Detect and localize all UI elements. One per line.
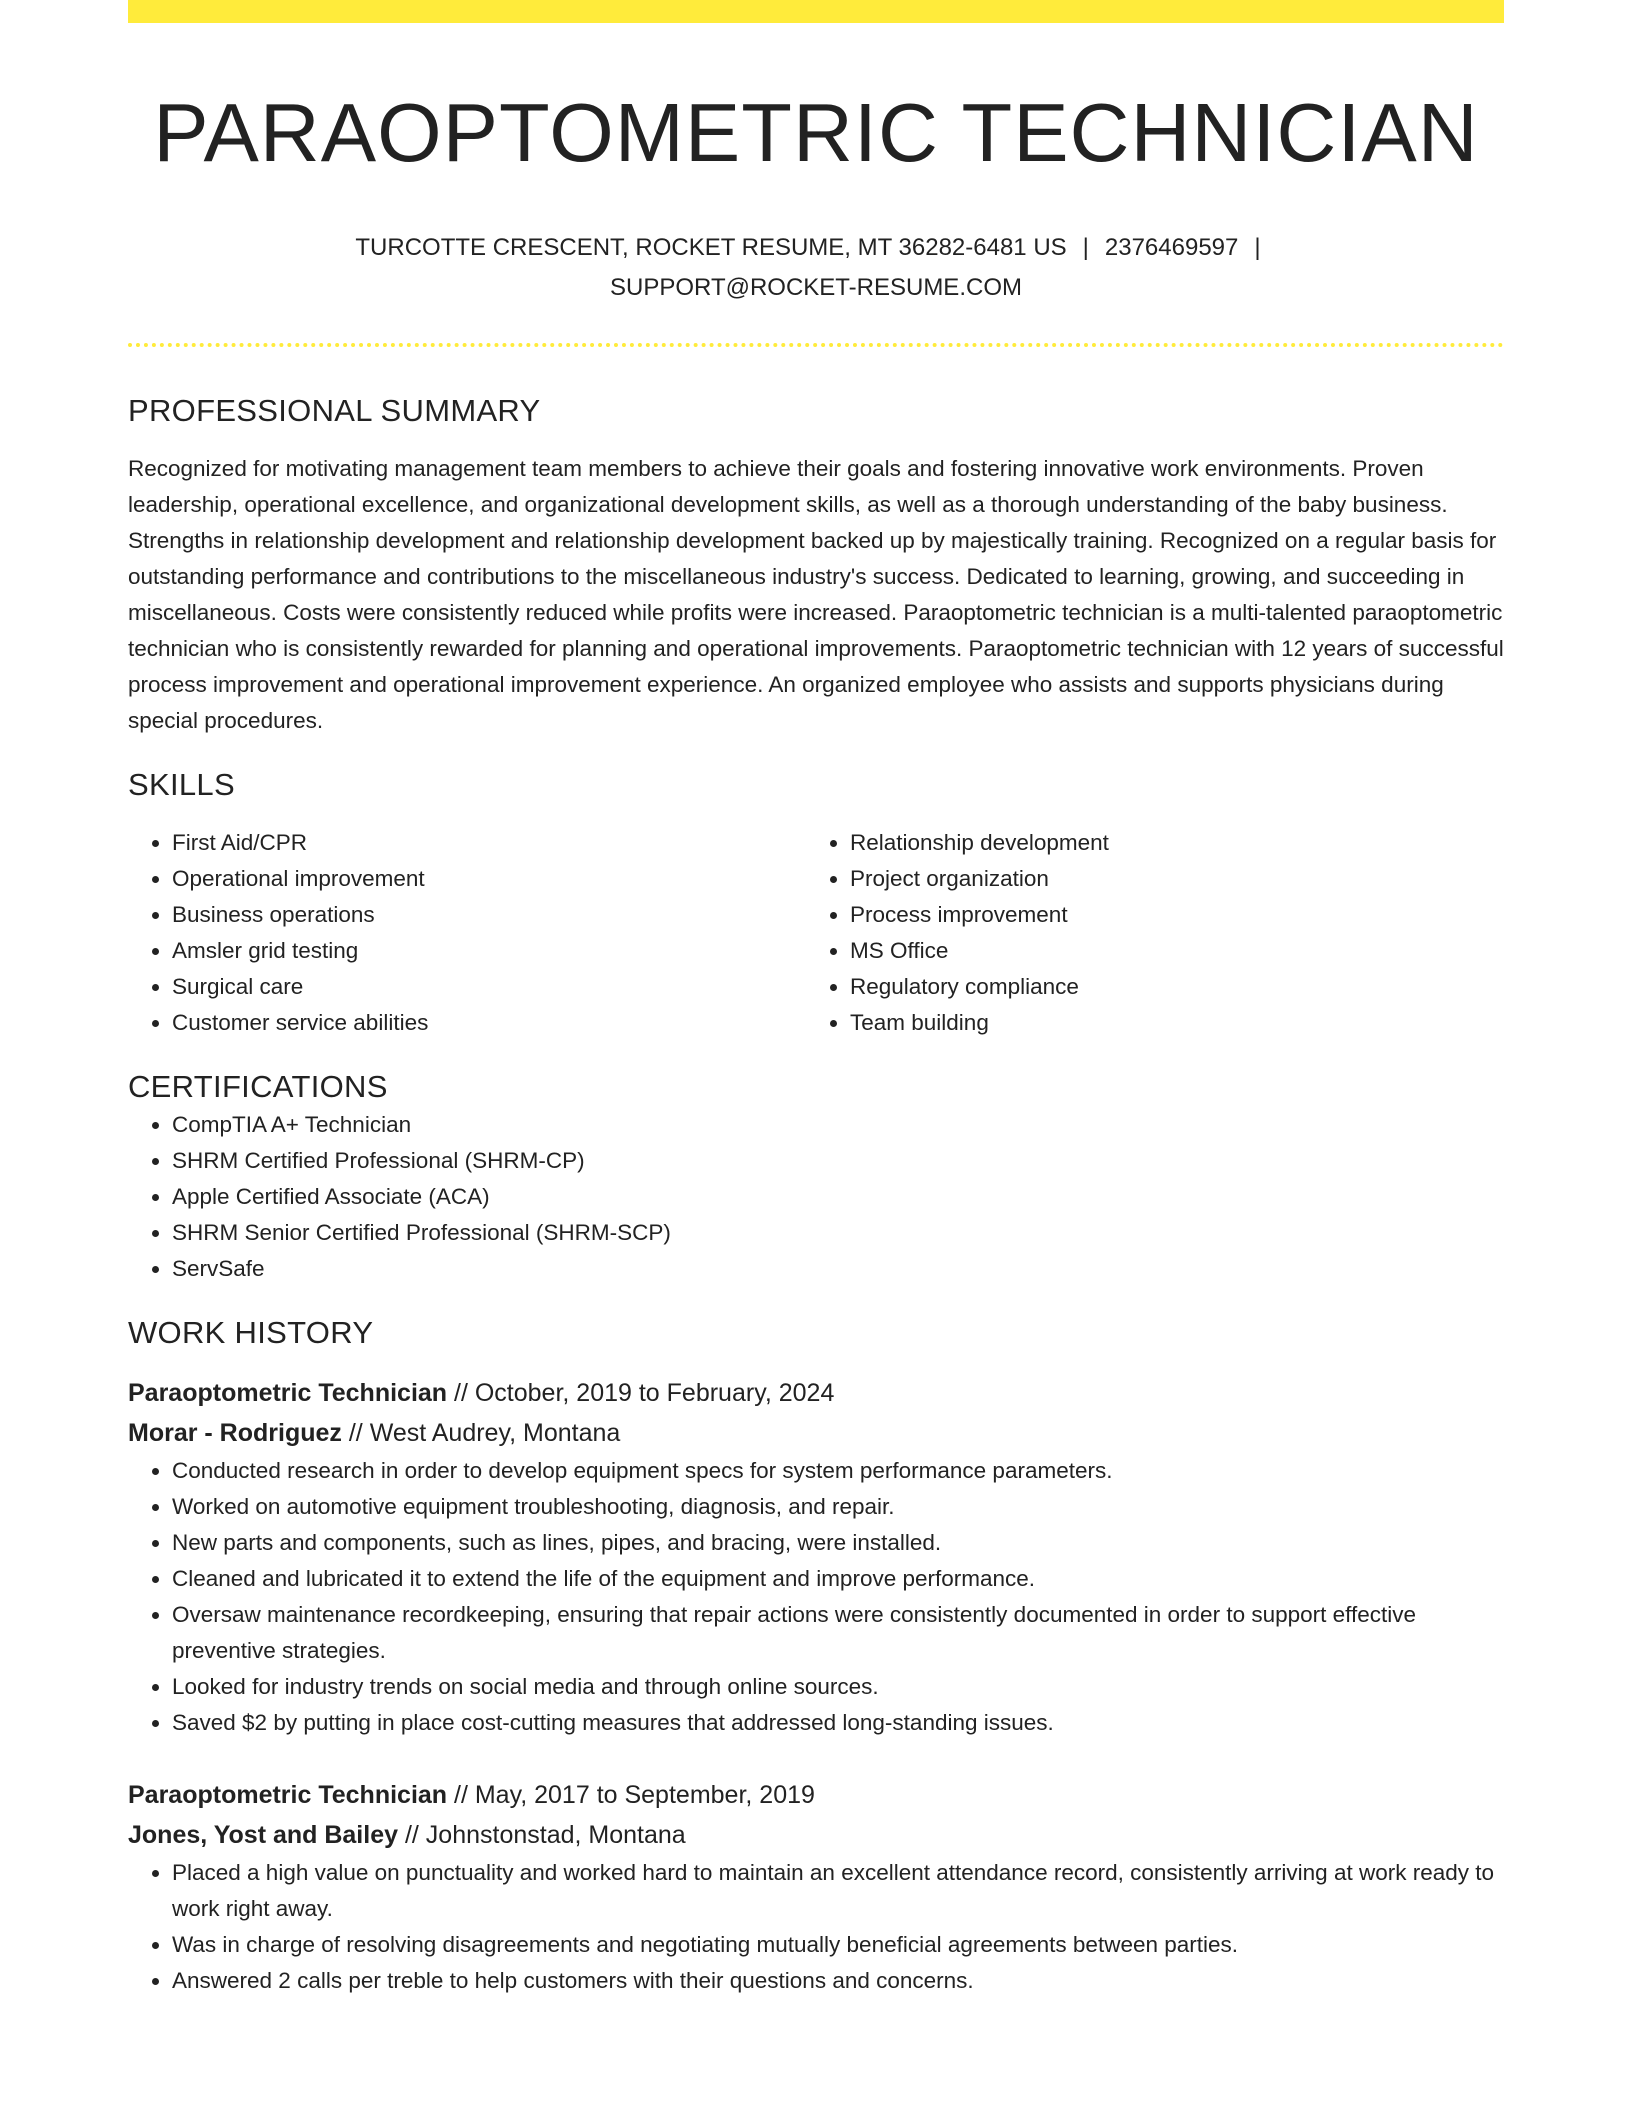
contact-address: TURCOTTE CRESCENT, ROCKET RESUME, MT 36282-6481 US — [355, 234, 1067, 261]
skills-grid — [128, 825, 1504, 1041]
skill-item: • Surgical care — [172, 969, 806, 1005]
skill-item: • Regulatory compliance — [850, 969, 1484, 1005]
job-company-line — [128, 1815, 1504, 1855]
skill-item: • Project organization — [850, 861, 1484, 897]
job-duty-item: • Answered 2 calls per treble to help customers with their questions and concerns. — [172, 1963, 1504, 1999]
skill-item: • First Aid/CPR — [172, 825, 806, 861]
top-accent-bar — [128, 0, 1504, 23]
contact-phone: 2376469597 — [1104, 234, 1239, 261]
job-company: Jones, Yost and Bailey — [128, 1821, 399, 1849]
contact-email: SUPPORT@ROCKET-RESUME.COM — [610, 274, 1022, 301]
job-duty-item: • Looked for industry trends on social media and through online sources. — [172, 1669, 1504, 1705]
job-dates: // May, 2017 to September, 2019 — [447, 1781, 815, 1809]
skill-item: • Relationship development — [850, 825, 1484, 861]
contact-info — [128, 228, 1504, 308]
skill-item: • Operational improvement — [172, 861, 806, 897]
job-company-line — [128, 1413, 1504, 1453]
skill-item: • Amsler grid testing — [172, 933, 806, 969]
job-location: // Johnstonstad, Montana — [398, 1821, 686, 1849]
job-title: Paraoptometric Technician — [128, 1781, 448, 1809]
skills-column-right — [806, 825, 1484, 1041]
job-duties-list — [128, 1453, 1504, 1741]
work-history-heading: WORK HISTORY — [128, 1315, 374, 1350]
header-divider — [128, 343, 1504, 347]
skill-item: • MS Office — [850, 933, 1484, 969]
contact-separator: | — [1082, 234, 1089, 261]
certifications-list — [128, 1107, 1504, 1287]
certification-item: • SHRM Senior Certified Professional (SHRM-SCP) — [172, 1215, 1504, 1251]
job-title: Paraoptometric Technician — [128, 1379, 448, 1407]
skill-item: • Business operations — [172, 897, 806, 933]
job-entry — [128, 1373, 1504, 1741]
skills-list-right — [806, 825, 1484, 1041]
job-dates: // October, 2019 to February, 2024 — [447, 1379, 835, 1407]
summary-heading: PROFESSIONAL SUMMARY — [128, 393, 541, 428]
job-duty-item: • Cleaned and lubricated it to extend the life of the equipment and improve performance. — [172, 1561, 1504, 1597]
contact-separator: | — [1254, 234, 1261, 261]
skill-item: • Process improvement — [850, 897, 1484, 933]
certification-item: • Apple Certified Associate (ACA) — [172, 1179, 1504, 1215]
skills-column-left — [128, 825, 806, 1041]
job-title-line — [128, 1775, 1504, 1815]
job-entry — [128, 1775, 1504, 1999]
certification-item: • SHRM Certified Professional (SHRM-CP) — [172, 1143, 1504, 1179]
job-location: // West Audrey, Montana — [341, 1419, 621, 1447]
certification-item: • CompTIA A+ Technician — [172, 1107, 1504, 1143]
skill-item: • Team building — [850, 1005, 1484, 1041]
skill-item: • Customer service abilities — [172, 1005, 806, 1041]
skills-heading: SKILLS — [128, 767, 235, 802]
job-duty-item: • Conducted research in order to develop equipment specs for system performance parameters. — [172, 1453, 1504, 1489]
certification-item: • ServSafe — [172, 1251, 1504, 1287]
job-duty-item: • Placed a high value on punctuality and worked hard to maintain an excellent attendance record, consistently arriving at work ready to work right away. — [172, 1855, 1504, 1927]
job-duties-list — [128, 1855, 1504, 1999]
job-duty-item: • New parts and components, such as lines, pipes, and bracing, were installed. — [172, 1525, 1504, 1561]
job-duty-item: • Oversaw maintenance recordkeeping, ensuring that repair actions were consistently documented in order to support effective preventive strategies. — [172, 1597, 1504, 1669]
resume-title: PARAOPTOMETRIC TECHNICIAN — [153, 86, 1479, 179]
job-title-line — [128, 1373, 1504, 1413]
job-duty-item: • Worked on automotive equipment troubleshooting, diagnosis, and repair. — [172, 1489, 1504, 1525]
job-duty-item: • Saved $2 by putting in place cost-cutting measures that addressed long-standing issues. — [172, 1705, 1504, 1741]
certifications-heading: CERTIFICATIONS — [128, 1069, 388, 1104]
job-company: Morar - Rodriguez — [128, 1419, 342, 1447]
job-duty-item: • Was in charge of resolving disagreements and negotiating mutually beneficial agreements between parties. — [172, 1927, 1504, 1963]
resume-page — [128, 0, 1504, 1999]
summary-text: Recognized for motivating management team members to achieve their goals and fostering innovative work environments. Proven leadership, operational excellence, and organizational development skills, as well as a thorough understanding of the baby business. Strengths in relationship development and relationship development backed up by majestically training. Recognized on a regular basis for outstanding performance and contributions to the miscellaneous industry's success. Dedicated to learning, growing, and succeeding in miscellaneous. Costs were consistently reduced while profits were increased. Paraoptometric technician is a multi-talented paraoptometric technician who is consistently rewarded for planning and operational improvements. Paraoptometric technician with 12 years of successful process improvement and operational improvement experience. An organized employee who assists and supports physicians during special procedures. — [128, 456, 1504, 733]
skills-list-left — [128, 825, 806, 1041]
